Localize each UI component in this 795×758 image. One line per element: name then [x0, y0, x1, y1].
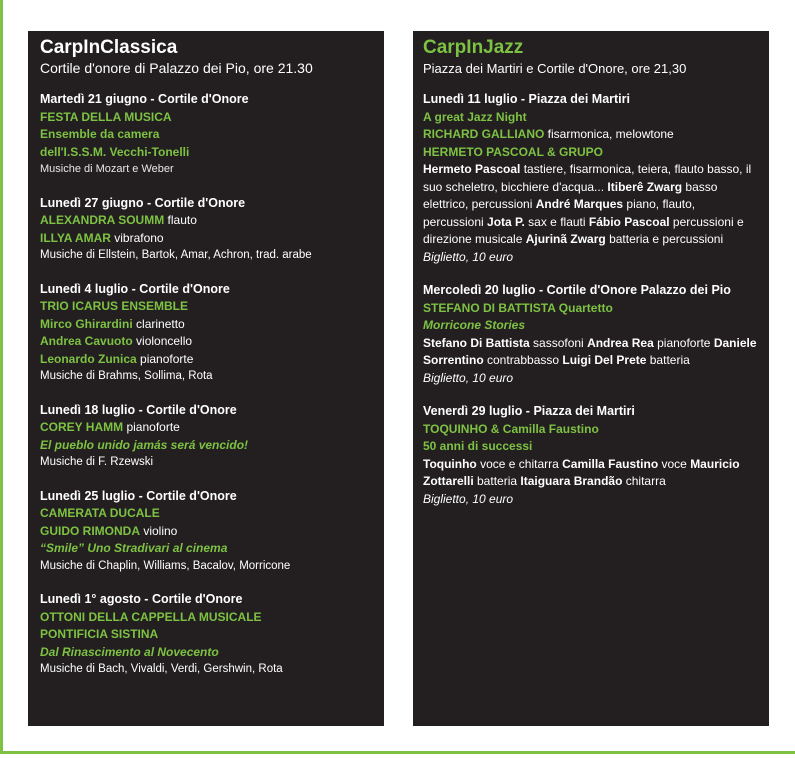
classica-title: CarpInClassica: [40, 37, 178, 58]
event-date: Lunedì 1° agosto - Cortile d'Onore: [40, 592, 243, 606]
performer-name: Andrea Cavuoto: [40, 334, 133, 348]
performer-name: ILLYA AMAR: [40, 230, 111, 245]
performer-name: ALEXANDRA SOUMM: [40, 213, 165, 227]
event-title: HERMETO PASCOAL & GRUPO: [423, 144, 604, 159]
performer-instrument: flauto: [164, 213, 197, 227]
lineup-description: Toquinho voce e chitarra Camilla Faustino voce Mauricio Zottarelli batteria Itaiguara Brandão chitarra: [423, 456, 740, 488]
classica-event-5: [40, 488, 372, 576]
performer-instrument: pianoforte: [123, 420, 180, 434]
jazz-event-3: [423, 403, 759, 508]
event-title: STEFANO DI BATTISTA Quartetto: [423, 300, 613, 315]
ticket-price: Biglietto, 10 euro: [423, 370, 514, 385]
performer-instrument: clarinetto: [132, 316, 185, 331]
event-date: Martedì 21 giugno - Cortile d'Onore: [40, 92, 249, 106]
event-performer: Ensemble da camera: [40, 127, 160, 141]
event-title: OTTONI DELLA CAPPELLA MUSICALE: [40, 609, 262, 624]
event-program: Musiche di Brahms, Sollima, Rota: [40, 370, 213, 382]
left-accent-line: [0, 0, 3, 754]
classica-subtitle: Cortile d'onore di Palazzo dei Pio, ore 21.30: [40, 60, 313, 76]
performer-name: Leonardo Zunica: [40, 351, 137, 366]
performer-instrument: vibrafono: [110, 230, 164, 245]
jazz-event-1: [423, 91, 759, 266]
event-title: TOQUINHO & Camilla Faustino: [423, 421, 599, 436]
event-program: Musiche di Bach, Vivaldi, Verdi, Gershwin, Rota: [40, 663, 283, 675]
event-program: Musiche di F. Rzewski: [40, 456, 154, 468]
event-date: Lunedì 18 luglio - Cortile d'Onore: [40, 402, 237, 417]
jazz-event-2: [423, 282, 759, 387]
performer-name: Mirco Ghirardini: [40, 316, 133, 331]
event-subtitle: 50 anni di successi: [423, 439, 533, 453]
performer-name: RICHARD GALLIANO: [423, 127, 545, 141]
event-program: Musiche di Ellstein, Bartok, Amar, Achron, trad. arabe: [40, 249, 312, 261]
performer-instrument: fisarmonica, melowtone: [544, 127, 674, 141]
classica-event-2: [40, 195, 372, 265]
performer-instrument: pianoforte: [136, 351, 194, 366]
event-title: FESTA DELLA MUSICA: [40, 109, 172, 124]
event-subtitle: El pueblo unido jamás será vencido!: [40, 437, 249, 452]
performer-name: GUIDO RIMONDA: [40, 523, 140, 538]
performer-instrument: violino: [140, 523, 178, 538]
event-title: A great Jazz Night: [423, 109, 527, 124]
event-performer: dell'I.S.S.M. Vecchi-Tonelli: [40, 144, 190, 159]
event-title: CAMERATA DUCALE: [40, 506, 160, 520]
ticket-price: Biglietto, 10 euro: [423, 249, 514, 264]
performer-instrument: violoncello: [132, 334, 193, 348]
event-date: Lunedì 25 luglio - Cortile d'Onore: [40, 488, 237, 503]
performer-name: COREY HAMM: [40, 420, 124, 434]
event-date: Lunedì 27 giugno - Cortile d'Onore: [40, 195, 246, 210]
event-subtitle: Dal Rinascimento al Novecento: [40, 644, 219, 659]
lineup-description: Stefano Di Battista sassofoni Andrea Rea pianoforte Daniele Sorrentino contrabbasso Luigi Del Prete batteria: [423, 335, 757, 367]
event-date: Lunedì 4 luglio - Cortile d'Onore: [40, 281, 230, 296]
classica-event-4: [40, 402, 372, 472]
event-subtitle: Morricone Stories: [423, 318, 526, 332]
jazz-title: CarpInJazz: [423, 37, 524, 58]
classica-panel: [28, 31, 384, 726]
ticket-price: Biglietto, 10 euro: [423, 491, 514, 506]
jazz-subtitle: Piazza dei Martiri e Cortile d'Onore, ore 21,30: [423, 61, 687, 76]
jazz-panel: [413, 31, 769, 726]
event-subtitle: “Smile” Uno Stradivari al cinema: [40, 541, 228, 555]
event-date: Venerdì 29 luglio - Piazza dei Martiri: [423, 404, 635, 418]
event-date: Mercoledì 20 luglio - Cortile d'Onore Palazzo dei Pio: [423, 283, 731, 297]
lineup-description: Hermeto Pascoal tastiere, fisarmonica, teiera, flauto basso, il suo scheletro, bicchiere d'acqua... Itiberê Zwarg basso elettrico, percussioni André Marques piano, flauto, percussioni Jota P. sax e flauti Fábio Pascoal percussioni e direzione musicale Ajurinã Zwarg batteria e percussioni: [423, 162, 752, 246]
bottom-accent-line: [0, 751, 795, 754]
event-program: Musiche di Chaplin, Williams, Bacalov, Morricone: [40, 559, 291, 572]
event-date: Lunedì 11 luglio - Piazza dei Martiri: [423, 92, 630, 106]
event-program: Musiche di Mozart e Weber: [40, 163, 174, 175]
event-title: TRIO ICARUS ENSEMBLE: [40, 299, 189, 313]
classica-event-3: [40, 281, 372, 386]
event-title: PONTIFICIA SISTINA: [40, 627, 159, 641]
classica-event-6: [40, 591, 372, 679]
classica-event-1: [40, 91, 372, 179]
